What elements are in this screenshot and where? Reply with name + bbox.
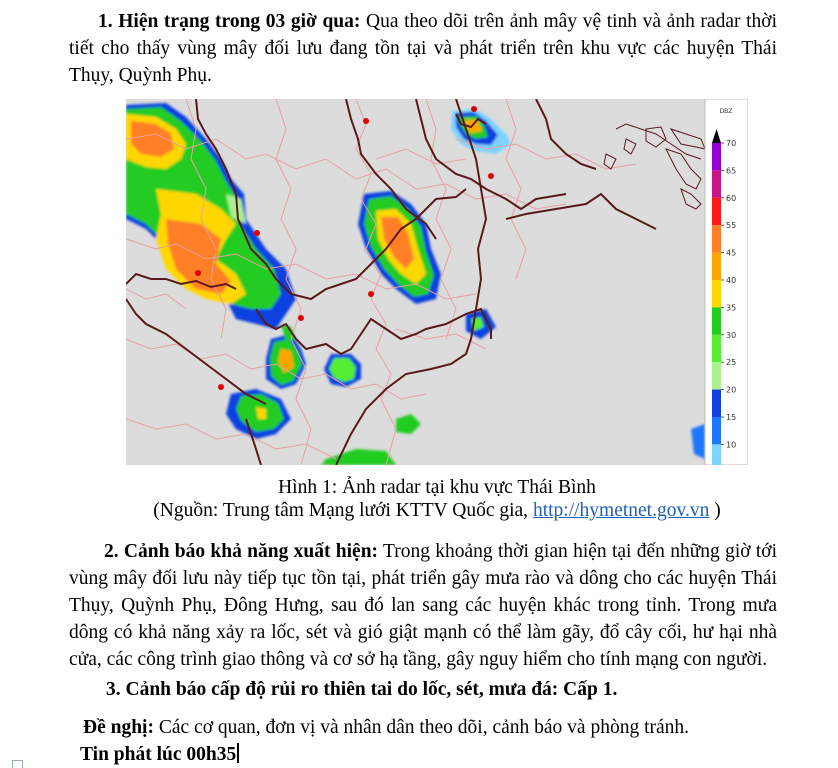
colorbar-tick-label: 55 bbox=[726, 221, 737, 231]
colorbar-segment bbox=[712, 198, 721, 225]
figure-source bbox=[126, 499, 748, 522]
colorbar-segment bbox=[712, 280, 721, 307]
city-marker bbox=[298, 315, 304, 321]
section-current-status-body: Qua theo dõi trên ảnh mây vệ tinh và ảnh radar thời tiết cho thấy vùng mây đối lưu đang tồn tại và phát triển trên khu vực các huyện Thái Thụy, Quỳnh Phụ. bbox=[69, 11, 777, 86]
colorbar-segment bbox=[712, 335, 721, 362]
section-warning-body: Trong khoảng thời gian hiện tại đến những giờ tới vùng mây đối lưu này tiếp tục tồn tại, phát triển gây mưa rào và dông cho các huyện Thái Thụy, Quỳnh Phụ, Đông Hưng, sau đó lan sang các huyện khác trong tỉnh. Trong mưa dông có khả năng xảy ra lốc, sét và gió giật mạnh có thể làm gãy, đổ cây cối, hư hại nhà cửa, các công trình giao thông và cơ sở hạ tầng, gây nguy hiểm cho tính mạng con người. bbox=[69, 541, 777, 670]
colorbar-segment bbox=[712, 307, 721, 334]
colorbar-segment bbox=[712, 417, 721, 444]
colorbar-tick-label: 70 bbox=[726, 139, 737, 148]
recommendation-body: Các cơ quan, đơn vị và nhân dân theo dõi, cảnh báo và phòng tránh. bbox=[153, 717, 690, 738]
colorbar-tick-label: 10 bbox=[726, 440, 737, 450]
recommendation bbox=[83, 717, 689, 739]
colorbar-tick-label: 35 bbox=[726, 303, 737, 313]
colorbar-tick-label: 20 bbox=[726, 385, 737, 395]
city-marker bbox=[471, 106, 477, 112]
colorbar-unit: DBZ bbox=[719, 108, 733, 115]
section-warning bbox=[69, 538, 777, 673]
figure-caption: Hình 1: Ảnh radar tại khu vực Thái Bình bbox=[278, 477, 596, 498]
section-risk-level: 3. Cảnh báo cấp độ rủi ro thiên tai do lốc, sét, mưa đá: Cấp 1. bbox=[106, 679, 618, 700]
recommendation-label: Đề nghị: bbox=[83, 717, 154, 738]
colorbar-segment bbox=[712, 362, 721, 389]
radar-image bbox=[126, 99, 748, 465]
colorbar-segment bbox=[712, 225, 721, 252]
issued-time-text: Tin phát lúc 00h35 bbox=[80, 744, 237, 765]
city-marker bbox=[195, 270, 201, 276]
colorbar-segment bbox=[712, 444, 721, 465]
colorbar-tick-label: 65 bbox=[726, 166, 737, 176]
city-marker bbox=[254, 230, 260, 236]
text-cursor bbox=[237, 743, 239, 763]
colorbar-segment bbox=[712, 170, 721, 197]
city-marker bbox=[218, 384, 224, 390]
section-current-status-heading: 1. Hiện trạng trong 03 giờ qua: bbox=[98, 11, 361, 32]
city-marker bbox=[488, 173, 494, 179]
colorbar-tick-label: 25 bbox=[726, 358, 737, 368]
colorbar-tick-label: 30 bbox=[726, 330, 737, 340]
city-marker bbox=[363, 118, 369, 124]
colorbar-segment bbox=[712, 253, 721, 280]
colorbar-segment bbox=[712, 143, 721, 170]
colorbar-tick-label: 45 bbox=[726, 248, 737, 258]
city-marker bbox=[368, 291, 374, 297]
figure-source-suffix: ) bbox=[709, 500, 721, 521]
section-current-status bbox=[69, 8, 777, 89]
colorbar-tick-label: 15 bbox=[726, 413, 737, 422]
colorbar-tick-label: 40 bbox=[726, 276, 737, 285]
figure-source-prefix: (Nguồn: Trung tâm Mạng lưới KTTV Quốc gia, bbox=[153, 500, 533, 521]
colorbar-tick-label: 60 bbox=[726, 193, 737, 203]
colorbar-segment bbox=[712, 390, 721, 417]
section-warning-heading: 2. Cảnh báo khả năng xuất hiện: bbox=[104, 541, 379, 562]
source-link[interactable]: http://hymetnet.gov.vn bbox=[532, 500, 710, 521]
issued-time[interactable] bbox=[80, 743, 239, 766]
